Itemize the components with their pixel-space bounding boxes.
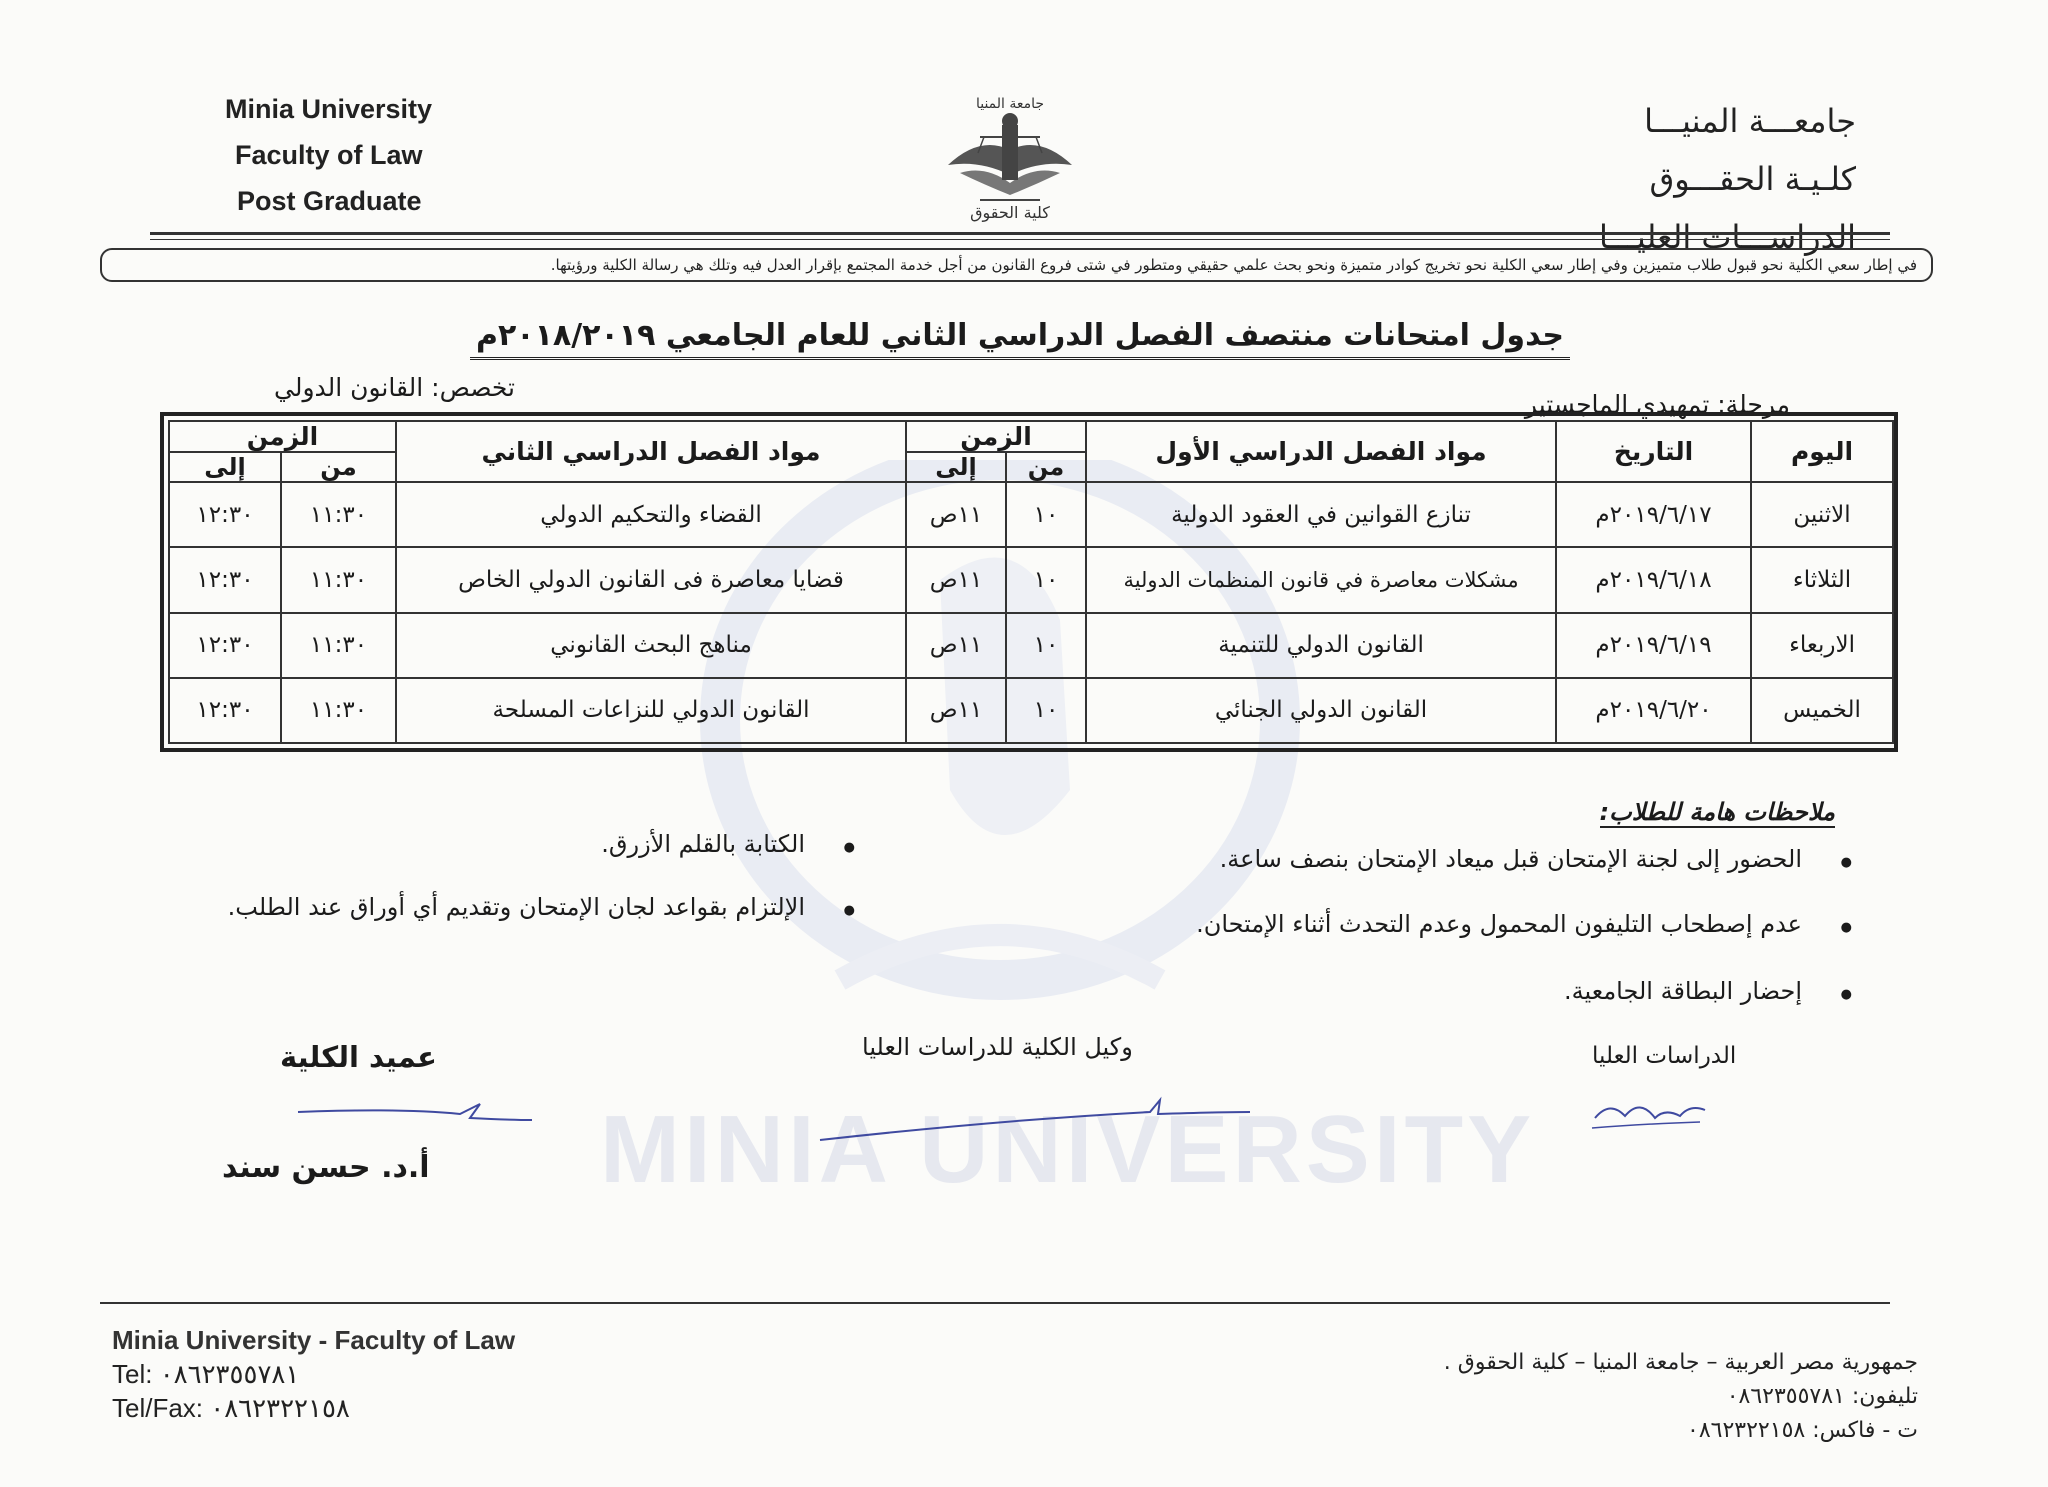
- footer-en-name: Minia University - Faculty of Law: [112, 1325, 516, 1355]
- note-item: ● إحضار البطاقة الجامعية.: [1564, 977, 1802, 1005]
- note-item: ● الحضور إلى لجنة الإمتحان قبل ميعاد الإمتحان بنصف ساعة.: [1220, 845, 1802, 873]
- specialization: تخصص: القانون الدولي: [274, 373, 515, 402]
- col-to-1: إلى: [906, 452, 1006, 482]
- cell-from2: ١١:٣٠: [281, 482, 396, 547]
- footer-english: [112, 1323, 515, 1425]
- stage: مرحلة: تمهيدي الماجستير: [1524, 390, 1790, 419]
- cell-day: الاثنين: [1751, 482, 1893, 547]
- col-date: التاريخ: [1556, 421, 1751, 482]
- document-title-text: جدول امتحانات منتصف الفصل الدراسي الثاني للعام الجامعي ٢٠١٨/٢٠١٩م: [470, 318, 1570, 360]
- grad-studies-title: الدراسات العليا: [1592, 1043, 1737, 1069]
- cell-sem1: تنازع القوانين في العقود الدولية: [1086, 482, 1556, 547]
- col-sem1-subjects: مواد الفصل الدراسي الأول: [1086, 421, 1556, 482]
- cell-day: الاربعاء: [1751, 613, 1893, 678]
- vice-dean-title: وكيل الكلية للدراسات العليا: [862, 1033, 1133, 1061]
- cell-to1: ١١ص: [906, 678, 1006, 743]
- col-from-2: من: [281, 452, 396, 482]
- cell-from1: ١٠: [1006, 613, 1086, 678]
- cell-sem1: القانون الدولي الجنائي: [1086, 678, 1556, 743]
- mission-statement: في إطار سعي الكلية نحو قبول طلاب متميزين وفي إطار سعي الكلية نحو تخريج كوادر متميزة ونحو بحث علمي حقيقي ومتطور في شتى فروع القانون من أجل خدمة المجتمع بإقرار العدل فيه وتلك هي رسالة الكلية ورؤيتها.: [100, 248, 1933, 282]
- cell-from2: ١١:٣٠: [281, 547, 396, 612]
- cell-sem1: القانون الدولي للتنمية: [1086, 613, 1556, 678]
- cell-to1: ١١ص: [906, 613, 1006, 678]
- cell-sem2: قضايا معاصرة فى القانون الدولي الخاص: [396, 547, 906, 612]
- cell-date: ٢٠١٩/٦/٢٠م: [1556, 678, 1751, 743]
- cell-from2: ١١:٣٠: [281, 678, 396, 743]
- cell-sem1: مشكلات معاصرة في قانون المنظمات الدولية: [1086, 547, 1556, 612]
- cell-to2: ١٢:٣٠: [169, 482, 281, 547]
- logo-caption-bottom: كلية الحقوق: [970, 203, 1050, 222]
- note-item: ● الإلتزام بقواعد لجان الإمتحان وتقديم أي أوراق عند الطلب.: [228, 893, 805, 921]
- cell-from2: ١١:٣٠: [281, 613, 396, 678]
- note-item: ● الكتابة بالقلم الأزرق.: [601, 830, 805, 858]
- col-sem2-subjects: مواد الفصل الدراسي الثاني: [396, 421, 906, 482]
- col-day: اليوم: [1751, 421, 1893, 482]
- logo-caption-top: جامعة المنيا: [975, 96, 1045, 112]
- footer-ar-tel: تليفون: ٠٨٦٢٣٥٥٧٨١: [1726, 1384, 1918, 1409]
- cell-day: الثلاثاء: [1751, 547, 1893, 612]
- footer-rule: [100, 1302, 1890, 1304]
- ar-university: جامعـــة المنيـــا: [1644, 102, 1856, 140]
- en-university: Minia University: [225, 94, 433, 124]
- cell-sem2: القانون الدولي للنزاعات المسلحة: [396, 678, 906, 743]
- ar-dept: الدراســـات العليـــا: [1599, 218, 1856, 256]
- en-dept: Post Graduate: [237, 186, 422, 216]
- dean-name: أ.د. حسن سند: [222, 1150, 430, 1185]
- cell-to2: ١٢:٣٠: [169, 547, 281, 612]
- notes-title: ملاحظات هامة للطلاب:: [1599, 798, 1835, 826]
- note-item: ● عدم إصطحاب التليفون المحمول وعدم التحدث أثناء الإمتحان.: [1196, 910, 1802, 938]
- footer-arabic: [1444, 1346, 1918, 1448]
- cell-date: ٢٠١٩/٦/١٩م: [1556, 613, 1751, 678]
- cell-sem2: القضاء والتحكيم الدولي: [396, 482, 906, 547]
- cell-from1: ١٠: [1006, 678, 1086, 743]
- cell-date: ٢٠١٩/٦/١٨م: [1556, 547, 1751, 612]
- cell-to1: ١١ص: [906, 547, 1006, 612]
- cell-from1: ١٠: [1006, 547, 1086, 612]
- cell-date: ٢٠١٩/٦/١٧م: [1556, 482, 1751, 547]
- col-from-1: من: [1006, 452, 1086, 482]
- cell-day: الخميس: [1751, 678, 1893, 743]
- cell-to2: ١٢:٣٠: [169, 678, 281, 743]
- footer-en-fax: Tel/Fax: ٠٨٦٢٣٢٢١٥٨: [112, 1393, 350, 1423]
- en-faculty: Faculty of Law: [235, 140, 423, 170]
- footer-ar-fax: ت - فاكس: ٠٨٦٢٣٢٢١٥٨: [1687, 1418, 1918, 1443]
- cell-sem2: مناهج البحث القانوني: [396, 613, 906, 678]
- ar-faculty: كلـيـة الحقـــوق: [1649, 160, 1856, 198]
- col-time-2: الزمن: [169, 421, 396, 452]
- cell-to2: ١٢:٣٠: [169, 613, 281, 678]
- footer-en-tel: Tel: ٠٨٦٢٣٥٥٧٨١: [112, 1359, 300, 1389]
- footer-ar-address: جمهورية مصر العربية – جامعة المنيا – كلية الحقوق .: [1443, 1350, 1918, 1375]
- cell-from1: ١٠: [1006, 482, 1086, 547]
- col-to-2: إلى: [169, 452, 281, 482]
- cell-to1: ١١ص: [906, 482, 1006, 547]
- col-time-1: الزمن: [906, 421, 1086, 452]
- dean-title: عميد الكلية: [280, 1040, 437, 1074]
- watermark-text: MINIA UNIVERSITY: [600, 1096, 1536, 1203]
